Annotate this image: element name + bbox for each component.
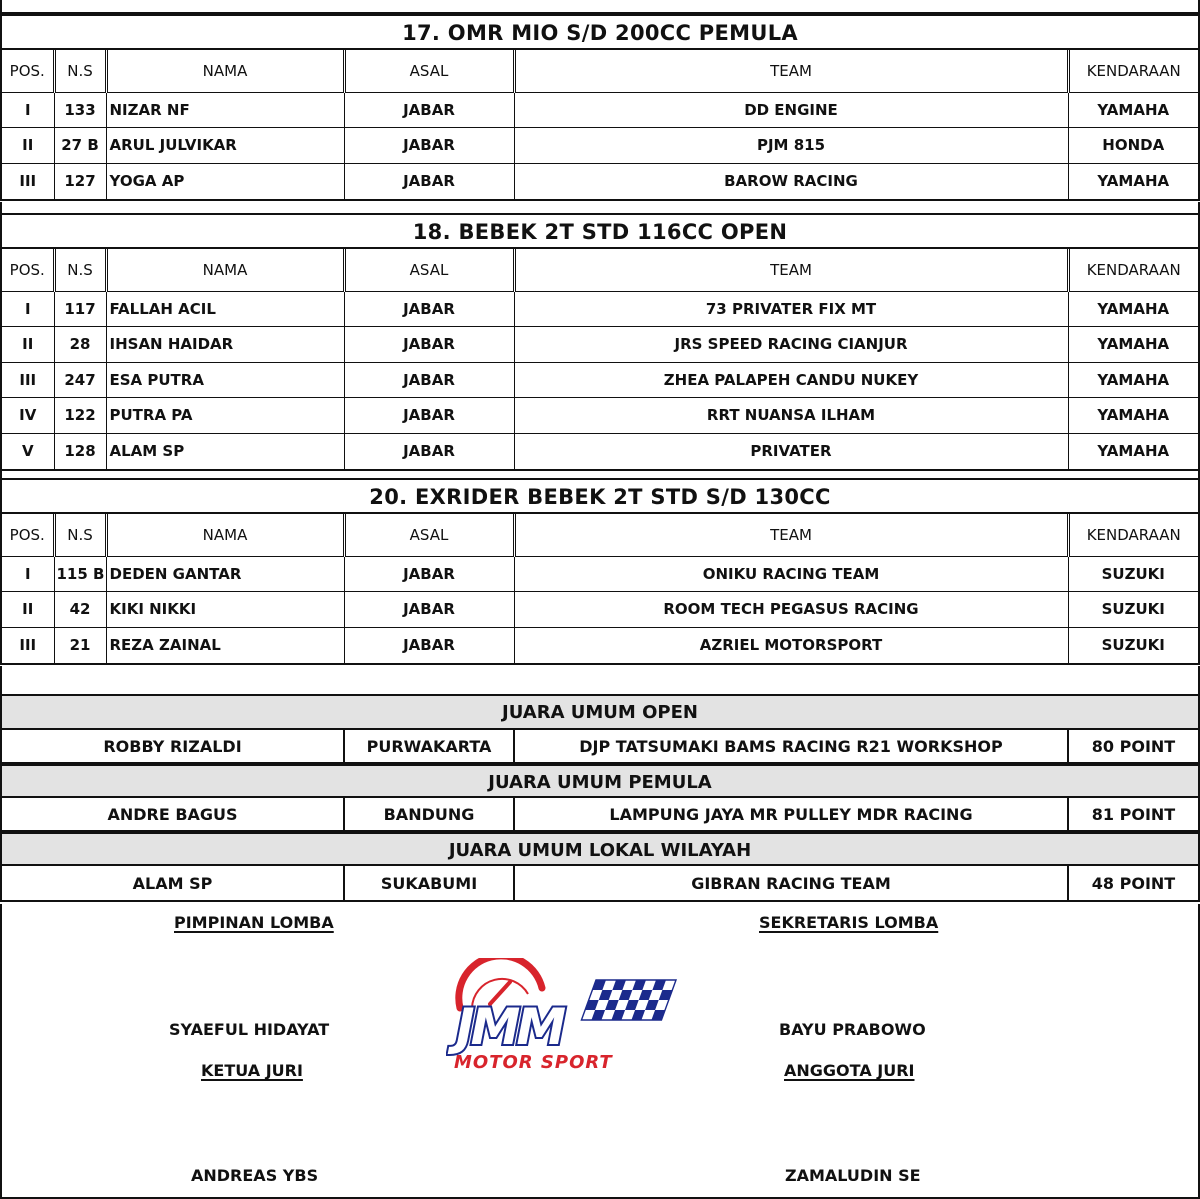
champion-team: LAMPUNG JAYA MR PULLEY MDR RACING <box>515 798 1069 830</box>
pimpinan-label: PIMPINAN LOMBA <box>174 913 334 932</box>
kendaraan: SUZUKI <box>1068 627 1198 663</box>
ns: 117 <box>54 291 106 327</box>
pos: IV <box>2 398 54 434</box>
race-section-20 <box>0 478 1200 665</box>
pimpinan-name: SYAEFUL HIDAYAT <box>169 1020 330 1039</box>
team: ONIKU RACING TEAM <box>514 556 1068 592</box>
asal: JABAR <box>344 128 514 164</box>
team: 73 PRIVATER FIX MT <box>514 291 1068 327</box>
champion-name: ALAM SP <box>2 866 345 900</box>
race-section-18 <box>0 213 1200 471</box>
asal: JABAR <box>344 592 514 628</box>
champion-row-pemula <box>2 798 1198 832</box>
table-row <box>2 398 1198 434</box>
sekretaris-name: BAYU PRABOWO <box>779 1020 926 1039</box>
col-asal: ASAL <box>344 249 514 291</box>
asal: JABAR <box>344 362 514 398</box>
section-title: 20. EXRIDER BEBEK 2T STD S/D 130CC <box>2 480 1198 514</box>
logo-graphic <box>446 958 686 1074</box>
pos: I <box>2 556 54 592</box>
ketua-label: KETUA JURI <box>201 1061 303 1080</box>
kendaraan: YAMAHA <box>1068 433 1198 469</box>
col-asal: ASAL <box>344 514 514 556</box>
col-asal: ASAL <box>344 50 514 92</box>
asal: JABAR <box>344 327 514 363</box>
asal: JABAR <box>344 627 514 663</box>
champion-points: 81 POINT <box>1091 804 1176 824</box>
col-team: TEAM <box>514 50 1068 92</box>
nama: DEDEN GANTAR <box>106 556 344 592</box>
col-pos: POS. <box>2 514 54 556</box>
team: JRS SPEED RACING CIANJUR <box>514 327 1068 363</box>
table-row <box>2 592 1198 628</box>
asal: JABAR <box>344 398 514 434</box>
col-ns: N.S <box>54 50 106 92</box>
col-kendaraan: KENDARAAN <box>1068 50 1198 92</box>
col-kendaraan: KENDARAAN <box>1068 514 1198 556</box>
results-table <box>2 50 1198 199</box>
champion-title-open: JUARA UMUM OPEN <box>2 696 1198 730</box>
asal: JABAR <box>344 556 514 592</box>
header-row <box>2 50 1198 92</box>
col-nama: NAMA <box>106 249 344 291</box>
table-row <box>2 556 1198 592</box>
champion-name: ANDRE BAGUS <box>2 798 345 830</box>
pos: I <box>2 291 54 327</box>
top-strip <box>0 0 1200 14</box>
col-team: TEAM <box>514 249 1068 291</box>
champion-city: PURWAKARTA <box>345 730 515 762</box>
nama: FALLAH ACIL <box>106 291 344 327</box>
ns: 21 <box>54 627 106 663</box>
col-ns: N.S <box>54 514 106 556</box>
kendaraan: YAMAHA <box>1068 163 1198 199</box>
nama: IHSAN HAIDAR <box>106 327 344 363</box>
kendaraan: HONDA <box>1068 128 1198 164</box>
kendaraan: YAMAHA <box>1068 362 1198 398</box>
champion-city: BANDUNG <box>345 798 515 830</box>
champion-team: GIBRAN RACING TEAM <box>515 866 1069 900</box>
ns: 127 <box>54 163 106 199</box>
ns: 247 <box>54 362 106 398</box>
table-row <box>2 433 1198 469</box>
kendaraan: YAMAHA <box>1068 291 1198 327</box>
pos: III <box>2 627 54 663</box>
ns: 27 B <box>54 128 106 164</box>
team: RRT NUANSA ILHAM <box>514 398 1068 434</box>
pos: II <box>2 128 54 164</box>
pos: V <box>2 433 54 469</box>
ns: 122 <box>54 398 106 434</box>
anggota-label: ANGGOTA JURI <box>784 1061 915 1080</box>
table-row <box>2 92 1198 128</box>
sekretaris-label: SEKRETARIS LOMBA <box>759 913 939 932</box>
kendaraan: YAMAHA <box>1068 92 1198 128</box>
col-nama: NAMA <box>106 50 344 92</box>
asal: JABAR <box>344 291 514 327</box>
logo-main-text: JMM <box>456 998 563 1056</box>
ns: 115 B <box>54 556 106 592</box>
table-row <box>2 163 1198 199</box>
ns: 128 <box>54 433 106 469</box>
section-title: 17. OMR MIO S/D 200CC PEMULA <box>2 16 1198 50</box>
kendaraan: YAMAHA <box>1068 398 1198 434</box>
col-team: TEAM <box>514 514 1068 556</box>
results-table <box>2 514 1198 663</box>
champion-team: DJP TATSUMAKI BAMS RACING R21 WORKSHOP <box>515 730 1069 762</box>
nama: REZA ZAINAL <box>106 627 344 663</box>
kendaraan: SUZUKI <box>1068 592 1198 628</box>
kendaraan: YAMAHA <box>1068 327 1198 363</box>
table-row <box>2 291 1198 327</box>
overall-champions <box>0 694 1200 902</box>
champion-row-lokal <box>2 866 1198 900</box>
header-row <box>2 514 1198 556</box>
nama: KIKI NIKKI <box>106 592 344 628</box>
table-row <box>2 128 1198 164</box>
nama: NIZAR NF <box>106 92 344 128</box>
col-pos: POS. <box>2 50 54 92</box>
table-row <box>2 627 1198 663</box>
champion-row-open <box>2 730 1198 764</box>
pos: II <box>2 592 54 628</box>
col-pos: POS. <box>2 249 54 291</box>
champion-points: 80 POINT <box>1091 736 1176 756</box>
ns: 28 <box>54 327 106 363</box>
team: DD ENGINE <box>514 92 1068 128</box>
table-row <box>2 362 1198 398</box>
champion-points: 48 POINT <box>1091 873 1176 893</box>
nama: ARUL JULVIKAR <box>106 128 344 164</box>
team: ROOM TECH PEGASUS RACING <box>514 592 1068 628</box>
nama: ESA PUTRA <box>106 362 344 398</box>
race-section-17 <box>0 14 1200 201</box>
section-title: 18. BEBEK 2T STD 116CC OPEN <box>2 215 1198 249</box>
pos: III <box>2 362 54 398</box>
col-ns: N.S <box>54 249 106 291</box>
asal: JABAR <box>344 163 514 199</box>
team: BAROW RACING <box>514 163 1068 199</box>
asal: JABAR <box>344 92 514 128</box>
jmm-motorsport-logo <box>446 958 686 1074</box>
pos: I <box>2 92 54 128</box>
champion-city: SUKABUMI <box>345 866 515 900</box>
logo-sub-text: MOTOR SPORT <box>454 1052 613 1073</box>
col-kendaraan: KENDARAAN <box>1068 249 1198 291</box>
champion-title-lokal: JUARA UMUM LOKAL WILAYAH <box>2 832 1198 866</box>
nama: ALAM SP <box>106 433 344 469</box>
pos: II <box>2 327 54 363</box>
asal: JABAR <box>344 433 514 469</box>
kendaraan: SUZUKI <box>1068 556 1198 592</box>
nama: PUTRA PA <box>106 398 344 434</box>
nama: YOGA AP <box>106 163 344 199</box>
header-row <box>2 249 1198 291</box>
ns: 133 <box>54 92 106 128</box>
pos: III <box>2 163 54 199</box>
team: AZRIEL MOTORSPORT <box>514 627 1068 663</box>
results-table <box>2 249 1198 469</box>
champion-name: ROBBY RIZALDI <box>2 730 345 762</box>
col-nama: NAMA <box>106 514 344 556</box>
team: PRIVATER <box>514 433 1068 469</box>
ketua-name: ANDREAS YBS <box>191 1166 319 1185</box>
team: PJM 815 <box>514 128 1068 164</box>
team: ZHEA PALAPEH CANDU NUKEY <box>514 362 1068 398</box>
anggota-name: ZAMALUDIN SE <box>785 1166 921 1185</box>
ns: 42 <box>54 592 106 628</box>
champion-title-pemula: JUARA UMUM PEMULA <box>2 764 1198 798</box>
table-row <box>2 327 1198 363</box>
section-gap <box>0 666 1200 696</box>
